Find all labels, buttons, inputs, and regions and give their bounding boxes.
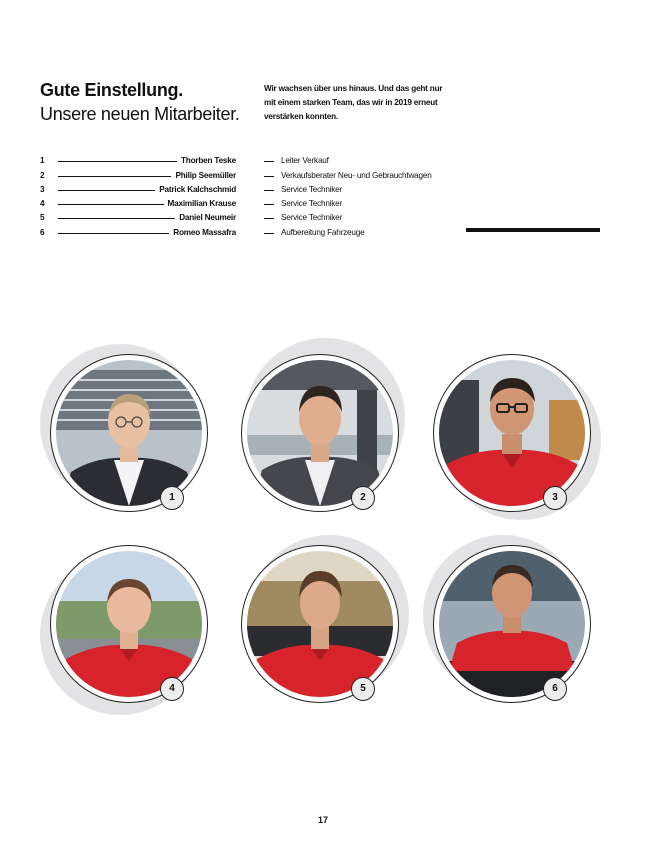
- role-dash: [264, 190, 274, 191]
- portrait-ring: [50, 354, 208, 512]
- portrait-ring: [50, 545, 208, 703]
- employee-photo: [247, 360, 393, 506]
- heading-title-bold: Gute Einstellung.: [40, 80, 183, 100]
- intro-text: Wir wachsen über uns hinaus. Und das geht nur mit einem starken Team, das wir in 2019 erneut verstärken konnten.: [264, 84, 443, 121]
- portrait-5: [241, 545, 401, 705]
- name-row: [40, 208, 236, 222]
- employee-name: Daniel Neumeir: [179, 213, 236, 223]
- person-photo-icon: [56, 551, 202, 697]
- row-number: 6: [40, 227, 45, 237]
- person-photo-icon: [56, 360, 202, 506]
- row-number: 5: [40, 213, 45, 223]
- portrait-number-badge: 4: [160, 677, 184, 701]
- portrait-number-badge: 3: [543, 486, 567, 510]
- employee-photo: [247, 551, 393, 697]
- employee-name: Patrick Kalchschmid: [159, 184, 236, 194]
- accent-bar: [466, 228, 600, 232]
- portrait-ring: [433, 354, 591, 512]
- role-label: Aufbereitung Fahrzeuge: [281, 227, 365, 237]
- name-row: [40, 165, 236, 179]
- role-row: [264, 151, 464, 165]
- role-row: [264, 194, 464, 208]
- employee-photo: [439, 551, 585, 697]
- portrait-6: [433, 545, 593, 705]
- role-label: Service Techniker: [281, 213, 343, 223]
- leader-line: [58, 176, 171, 177]
- heading-title-light: Unsere neuen Mitarbeiter.: [40, 104, 240, 124]
- role-dash: [264, 204, 274, 205]
- portrait-2: [241, 354, 401, 514]
- portrait-number-badge: 1: [160, 486, 184, 510]
- row-number: 3: [40, 184, 45, 194]
- person-photo-icon: [439, 551, 585, 697]
- row-number: 2: [40, 170, 45, 180]
- row-number: 4: [40, 199, 45, 209]
- portrait-number-badge: 5: [351, 677, 375, 701]
- role-dash: [264, 233, 274, 234]
- name-list: [40, 151, 236, 237]
- role-label: Leiter Verkauf: [281, 156, 329, 166]
- employee-photo: [56, 360, 202, 506]
- leader-line: [58, 204, 164, 205]
- role-row: [264, 222, 464, 236]
- portrait-ring: [241, 354, 399, 512]
- leader-line: [58, 233, 169, 234]
- portrait-number-badge: 2: [351, 486, 375, 510]
- person-photo-icon: [247, 360, 393, 506]
- role-row: [264, 208, 464, 222]
- role-row: [264, 180, 464, 194]
- portrait-number-badge: 6: [543, 677, 567, 701]
- portrait-3: [433, 354, 593, 514]
- leader-line: [58, 190, 155, 191]
- employee-name: Maximilian Krause: [167, 199, 236, 209]
- name-row: [40, 151, 236, 165]
- role-label: Service Techniker: [281, 184, 343, 194]
- role-label: Verkaufsberater Neu- und Gebrauchtwagen: [281, 170, 432, 180]
- name-row: [40, 180, 236, 194]
- role-dash: [264, 218, 274, 219]
- page-number: 17: [317, 815, 328, 825]
- portrait-ring: [433, 545, 591, 703]
- person-photo-icon: [247, 551, 393, 697]
- role-dash: [264, 176, 274, 177]
- role-list: [264, 151, 464, 237]
- role-label: Service Techniker: [281, 199, 343, 209]
- employee-photo: [439, 360, 585, 506]
- person-photo-icon: [439, 360, 585, 506]
- leader-line: [58, 161, 177, 162]
- role-row: [264, 165, 464, 179]
- name-row: [40, 194, 236, 208]
- employee-name: Thorben Teske: [180, 156, 236, 166]
- name-row: [40, 222, 236, 236]
- leader-line: [58, 218, 175, 219]
- row-number: 1: [40, 156, 45, 166]
- employee-name: Philip Seemüller: [175, 170, 236, 180]
- portrait-1: [50, 354, 210, 514]
- role-dash: [264, 161, 274, 162]
- portrait-4: [50, 545, 210, 705]
- employee-photo: [56, 551, 202, 697]
- employee-name: Romeo Massafra: [173, 227, 236, 237]
- portrait-ring: [241, 545, 399, 703]
